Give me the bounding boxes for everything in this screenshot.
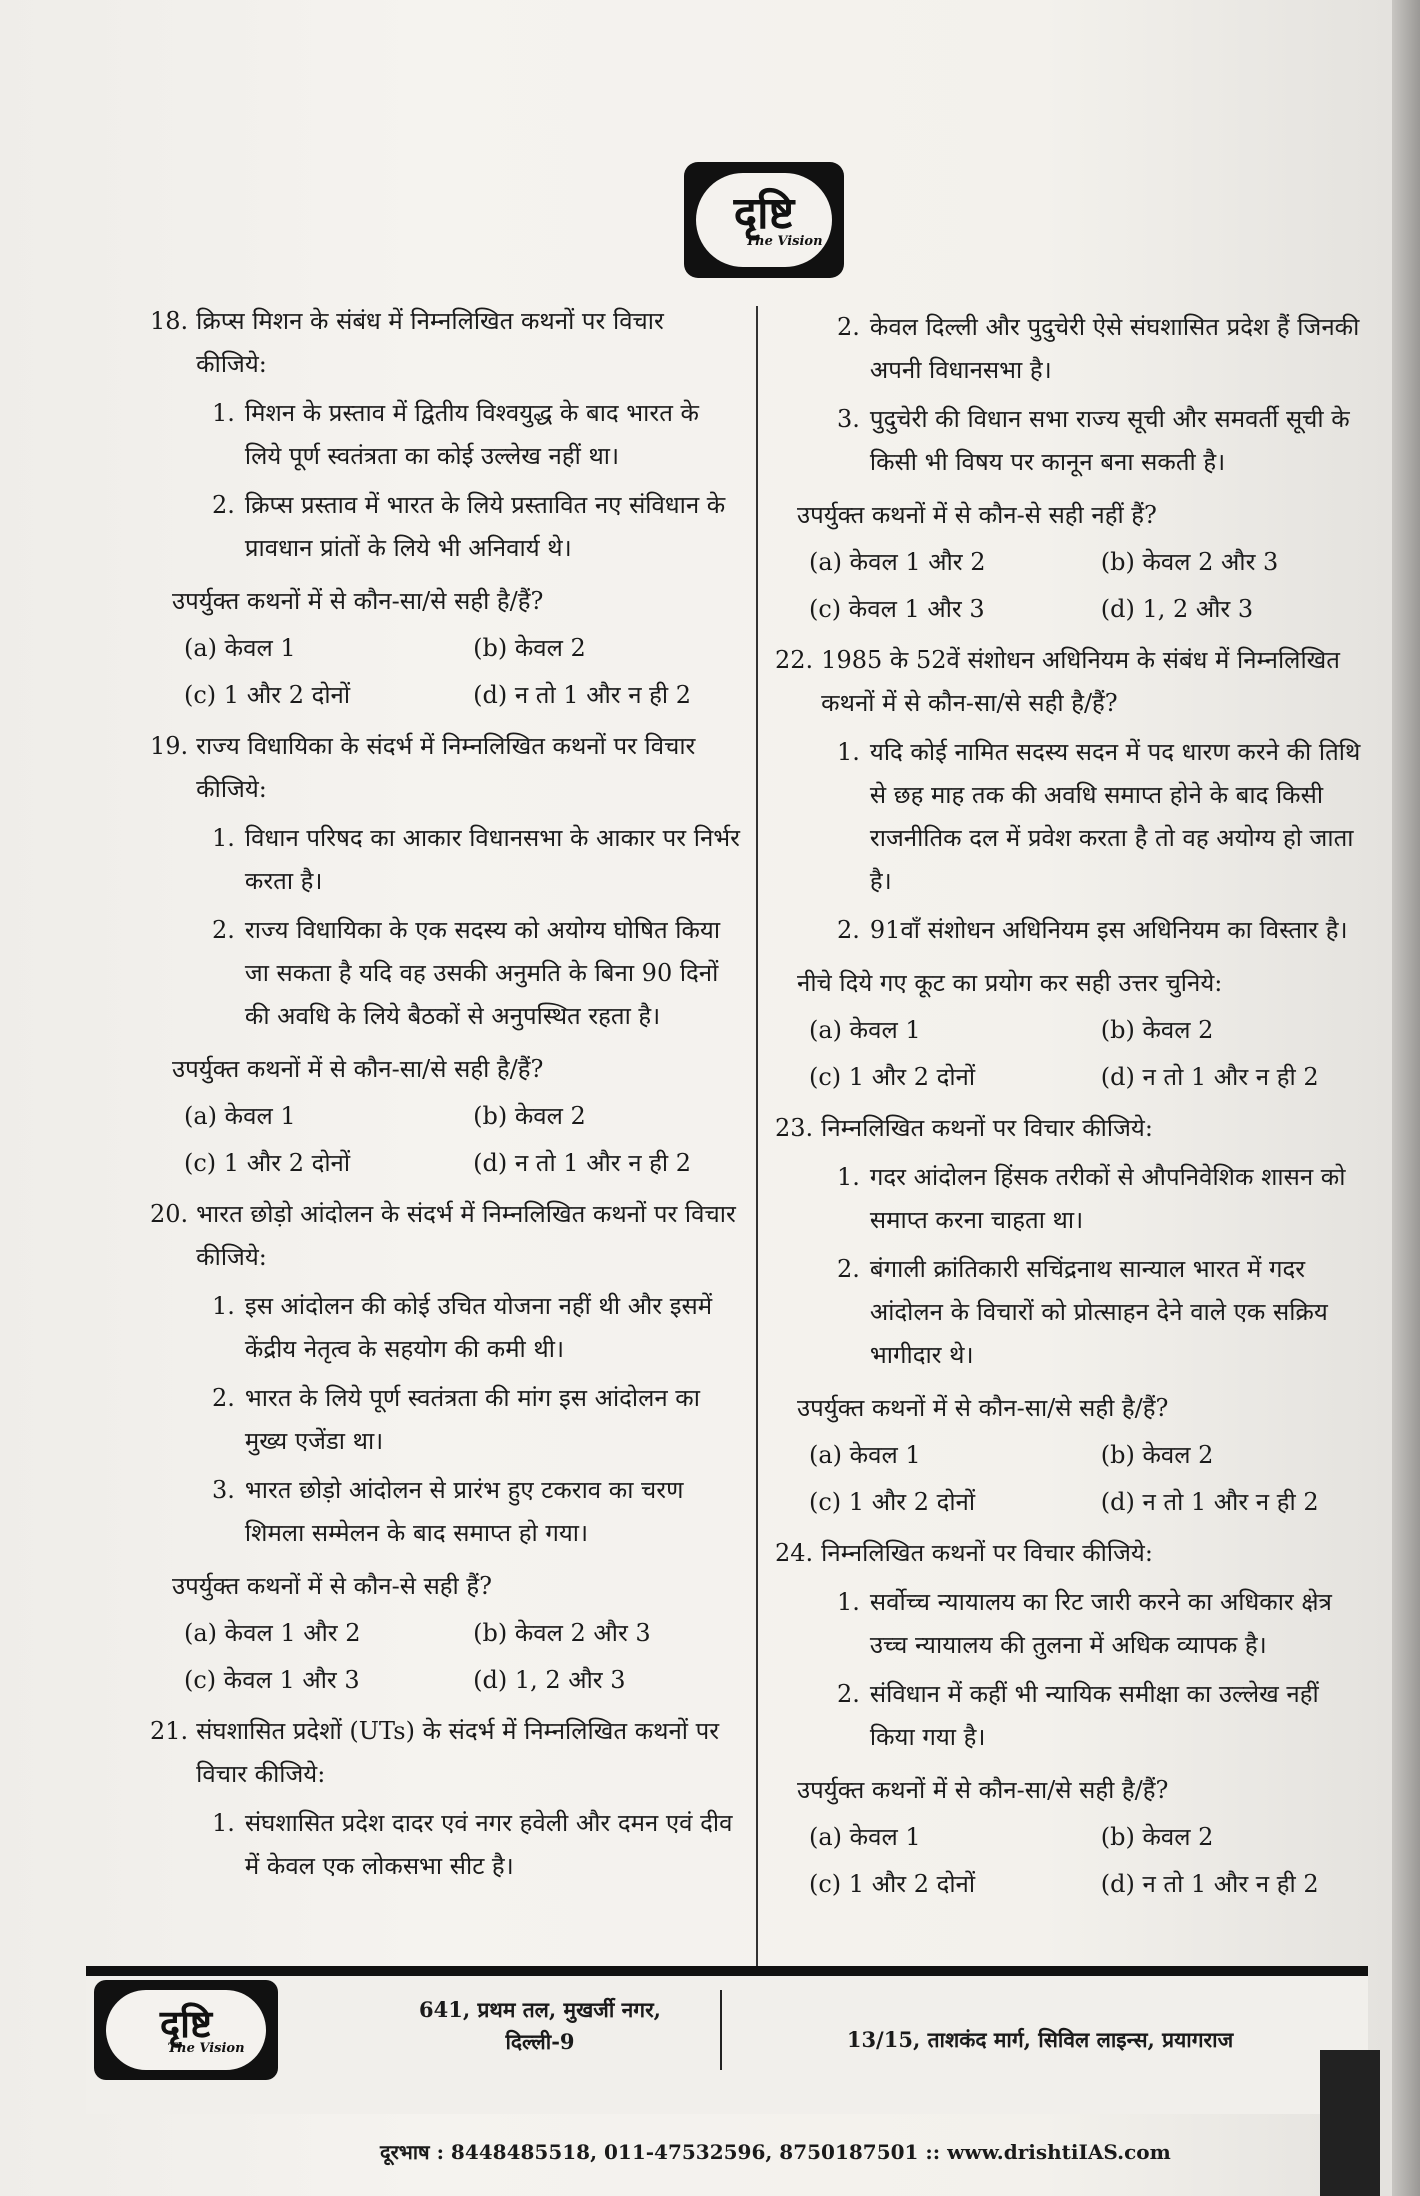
statement-number: 2. — [837, 1255, 860, 1283]
option-d: (d) 1, 2 और 3 — [1100, 595, 1254, 623]
option-a: (a) केवल 1 और 2 — [184, 1619, 361, 1647]
statement-number: 1. — [212, 1292, 235, 1320]
statement — [212, 817, 740, 903]
statement-number: 2. — [837, 1680, 860, 1708]
footer-rule — [86, 1966, 1368, 1976]
question-ask: उपर्युक्त कथनों में से कौन-से सही नहीं हैं? — [797, 501, 1157, 529]
options — [184, 1095, 740, 1185]
option-b: (b) केवल 2 और 3 — [1100, 548, 1279, 576]
statement — [212, 1469, 740, 1555]
statement-number: 2. — [212, 1384, 235, 1412]
option-d: (d) न तो 1 और न ही 2 — [1100, 1063, 1319, 1091]
question-ask: नीचे दिये गए कूट का प्रयोग कर सही उत्तर चुनिये: — [797, 969, 1223, 997]
question-stem: संघशासित प्रदेशों (UTs) के संदर्भ में निम्नलिखित कथनों पर विचार कीजिये: — [196, 1717, 720, 1788]
options — [184, 1612, 740, 1702]
question-number: 22. — [775, 646, 814, 674]
scan-shadow — [1320, 2050, 1380, 2196]
statement-number: 1. — [837, 1163, 860, 1191]
question-number: 20. — [150, 1200, 189, 1228]
option-b: (b) केवल 2 — [1100, 1441, 1214, 1469]
question-24 — [775, 1532, 1370, 1906]
statement — [837, 1156, 1370, 1242]
statement-text: राज्य विधायिका के एक सदस्य को अयोग्य घोषित किया जा सकता है यदि वह उसकी अनुमति के बिना 90 दिनों की अवधि के लिये बैठकों से अनुपस्थित रहता है। — [244, 916, 721, 1030]
option-c: (c) 1 और 2 दोनों — [809, 1870, 976, 1898]
option-b: (b) केवल 2 — [1100, 1016, 1214, 1044]
option-b: (b) केवल 2 — [473, 1102, 586, 1130]
option-d: (d) न तो 1 और न ही 2 — [473, 1149, 692, 1177]
statement-text: पुदुचेरी की विधान सभा राज्य सूची और समवर्ती सूची के किसी भी विषय पर कानून बना सकती है। — [869, 405, 1350, 476]
question-19 — [150, 725, 740, 1185]
options — [184, 627, 740, 717]
option-a: (a) केवल 1 — [809, 1016, 921, 1044]
statement-text: संविधान में कहीं भी न्यायिक समीक्षा का उल्लेख नहीं किया गया है। — [869, 1680, 1319, 1751]
column-divider — [756, 306, 758, 1966]
question-ask: उपर्युक्त कथनों में से कौन-सा/से सही है/हैं? — [797, 1776, 1169, 1804]
logo-word: दृष्टि — [733, 187, 795, 239]
options — [809, 1009, 1370, 1099]
option-b: (b) केवल 2 — [473, 634, 586, 662]
question-ask: उपर्युक्त कथनों में से कौन-सा/से सही है/हैं? — [172, 587, 544, 615]
statement — [212, 1802, 740, 1888]
option-a: (a) केवल 1 — [809, 1823, 921, 1851]
statement — [212, 1285, 740, 1371]
footer-divider — [720, 1990, 722, 2070]
logo-word: दृष्टि — [159, 2000, 213, 2046]
question-21-continued — [775, 306, 1370, 631]
statement-number: 3. — [212, 1476, 235, 1504]
footer-address-prayagraj: 13/15, ताशकंद मार्ग, सिविल लाइन्स, प्रयागराज — [846, 2027, 1234, 2052]
option-c: (c) 1 और 2 दोनों — [809, 1488, 976, 1516]
option-a: (a) केवल 1 और 2 — [809, 548, 986, 576]
footer-address-delhi: 641, प्रथम तल, मुखर्जी नगर, दिल्ली-9 — [419, 1997, 661, 2054]
drishti-logo — [684, 162, 844, 278]
logo-subtitle: The Vision — [167, 2040, 245, 2056]
left-column — [150, 300, 740, 1896]
option-a: (a) केवल 1 — [184, 1102, 296, 1130]
option-d: (d) न तो 1 और न ही 2 — [1100, 1488, 1319, 1516]
question-stem: भारत छोड़ो आंदोलन के संदर्भ में निम्नलिखित कथनों पर विचार कीजिये: — [196, 1200, 736, 1271]
statement-number: 2. — [212, 916, 235, 944]
statement-text: गदर आंदोलन हिंसक तरीकों से औपनिवेशिक शासन को समाप्त करना चाहता था। — [869, 1163, 1346, 1234]
statement-number: 2. — [837, 916, 860, 944]
question-22 — [775, 639, 1370, 1099]
question-number: 19. — [150, 732, 189, 760]
question-21 — [150, 1710, 740, 1888]
option-b: (b) केवल 2 — [1100, 1823, 1214, 1851]
statement — [837, 1581, 1370, 1667]
question-stem: निम्नलिखित कथनों पर विचार कीजिये: — [821, 1114, 1153, 1142]
statement — [837, 731, 1370, 903]
page-edge — [1392, 0, 1420, 2196]
question-18 — [150, 300, 740, 717]
question-number: 24. — [775, 1539, 814, 1567]
question-ask: उपर्युक्त कथनों में से कौन-सा/से सही है/हैं? — [172, 1055, 544, 1083]
statement-number: 1. — [212, 1809, 235, 1837]
options — [809, 541, 1370, 631]
statement-text: बंगाली क्रांतिकारी सचिंद्रनाथ सान्याल भारत में गदर आंदोलन के विचारों को प्रोत्साहन देने वाले एक सक्रिय भागीदार थे। — [869, 1255, 1328, 1369]
statement-number: 1. — [837, 738, 860, 766]
option-b: (b) केवल 2 और 3 — [473, 1619, 651, 1647]
statement-number: 1. — [212, 824, 235, 852]
options — [809, 1816, 1370, 1906]
statement-text: भारत छोड़ो आंदोलन से प्रारंभ हुए टकराव का चरण शिमला सम्मेलन के बाद समाप्त हो गया। — [244, 1476, 684, 1547]
statement — [837, 909, 1370, 952]
statement — [837, 1248, 1370, 1377]
statement-number: 3. — [837, 405, 860, 433]
question-stem: राज्य विधायिका के संदर्भ में निम्नलिखित कथनों पर विचार कीजिये: — [196, 732, 696, 803]
option-a: (a) केवल 1 — [184, 634, 296, 662]
option-d: (d) न तो 1 और न ही 2 — [1100, 1870, 1319, 1898]
statement-number: 2. — [212, 491, 235, 519]
question-23 — [775, 1107, 1370, 1524]
question-stem: निम्नलिखित कथनों पर विचार कीजिये: — [821, 1539, 1153, 1567]
option-d: (d) 1, 2 और 3 — [473, 1666, 626, 1694]
statement-text: सर्वोच्च न्यायालय का रिट जारी करने का अधिकार क्षेत्र उच्च न्यायालय की तुलना में अधिक व्यापक है। — [869, 1588, 1332, 1659]
footer-logo — [94, 1980, 278, 2080]
statement — [837, 1673, 1370, 1759]
question-ask: उपर्युक्त कथनों में से कौन-सा/से सही है/हैं? — [797, 1394, 1169, 1422]
footer-contact: दूरभाष : 8448485518, 011-47532596, 8750187501 :: www.drishtiIAS.com — [380, 2140, 1171, 2164]
right-column — [775, 300, 1370, 1914]
statement-text: विधान परिषद का आकार विधानसभा के आकार पर निर्भर करता है। — [244, 824, 740, 895]
statement-number: 1. — [212, 399, 235, 427]
statement-text: संघशासित प्रदेश दादर एवं नगर हवेली और दमन एवं दीव में केवल एक लोकसभा सीट है। — [244, 1809, 733, 1880]
options — [809, 1434, 1370, 1524]
option-c: (c) 1 और 2 दोनों — [184, 681, 351, 709]
statement-text: यदि कोई नामित सदस्य सदन में पद धारण करने की तिथि से छह माह तक की अवधि समाप्त होने के बाद किसी राजनीतिक दल में प्रवेश करता है तो वह अयोग्य हो जाता है। — [869, 738, 1361, 895]
statement-text: मिशन के प्रस्ताव में द्वितीय विश्वयुद्ध के बाद भारत के लिये पूर्ण स्वतंत्रता का कोई उल्लेख नहीं था। — [244, 399, 699, 470]
statement-number: 1. — [837, 1588, 860, 1616]
statement-text: क्रिप्स प्रस्ताव में भारत के लिये प्रस्तावित नए संविधान के प्रावधान प्रांतों के लिये भी अनिवार्य थे। — [244, 491, 726, 562]
question-number: 18. — [150, 307, 189, 335]
option-a: (a) केवल 1 — [809, 1441, 921, 1469]
option-c: (c) 1 और 2 दोनों — [184, 1149, 351, 1177]
statement — [212, 909, 740, 1038]
statement-text: केवल दिल्ली और पुदुचेरी ऐसे संघशासित प्रदेश हैं जिनकी अपनी विधानसभा है। — [869, 313, 1360, 384]
question-20 — [150, 1193, 740, 1702]
question-number: 23. — [775, 1114, 814, 1142]
option-c: (c) केवल 1 और 3 — [184, 1666, 360, 1694]
statement — [212, 484, 740, 570]
question-ask: उपर्युक्त कथनों में से कौन-से सही हैं? — [172, 1572, 492, 1600]
statement — [837, 306, 1370, 392]
statement-text: भारत के लिये पूर्ण स्वतंत्रता की मांग इस आंदोलन का मुख्य एजेंडा था। — [244, 1384, 700, 1455]
statement-text: इस आंदोलन की कोई उचित योजना नहीं थी और इसमें केंद्रीय नेतृत्व के सहयोग की कमी थी। — [244, 1292, 713, 1363]
question-stem: क्रिप्स मिशन के संबंध में निम्नलिखित कथनों पर विचार कीजिये: — [196, 307, 664, 378]
option-c: (c) 1 और 2 दोनों — [809, 1063, 976, 1091]
question-stem: 1985 के 52वें संशोधन अधिनियम के संबंध में निम्नलिखित कथनों में से कौन-सा/से सही है/हैं? — [821, 646, 1340, 717]
statement-text: 91वाँ संशोधन अधिनियम इस अधिनियम का विस्तार है। — [869, 916, 1348, 944]
statement — [212, 1377, 740, 1463]
logo-subtitle: The Vision — [745, 233, 823, 249]
option-c: (c) केवल 1 और 3 — [809, 595, 985, 623]
option-d: (d) न तो 1 और न ही 2 — [473, 681, 692, 709]
statement — [212, 392, 740, 478]
statement — [837, 398, 1370, 484]
question-number: 21. — [150, 1717, 189, 1745]
statement-number: 2. — [837, 313, 860, 341]
